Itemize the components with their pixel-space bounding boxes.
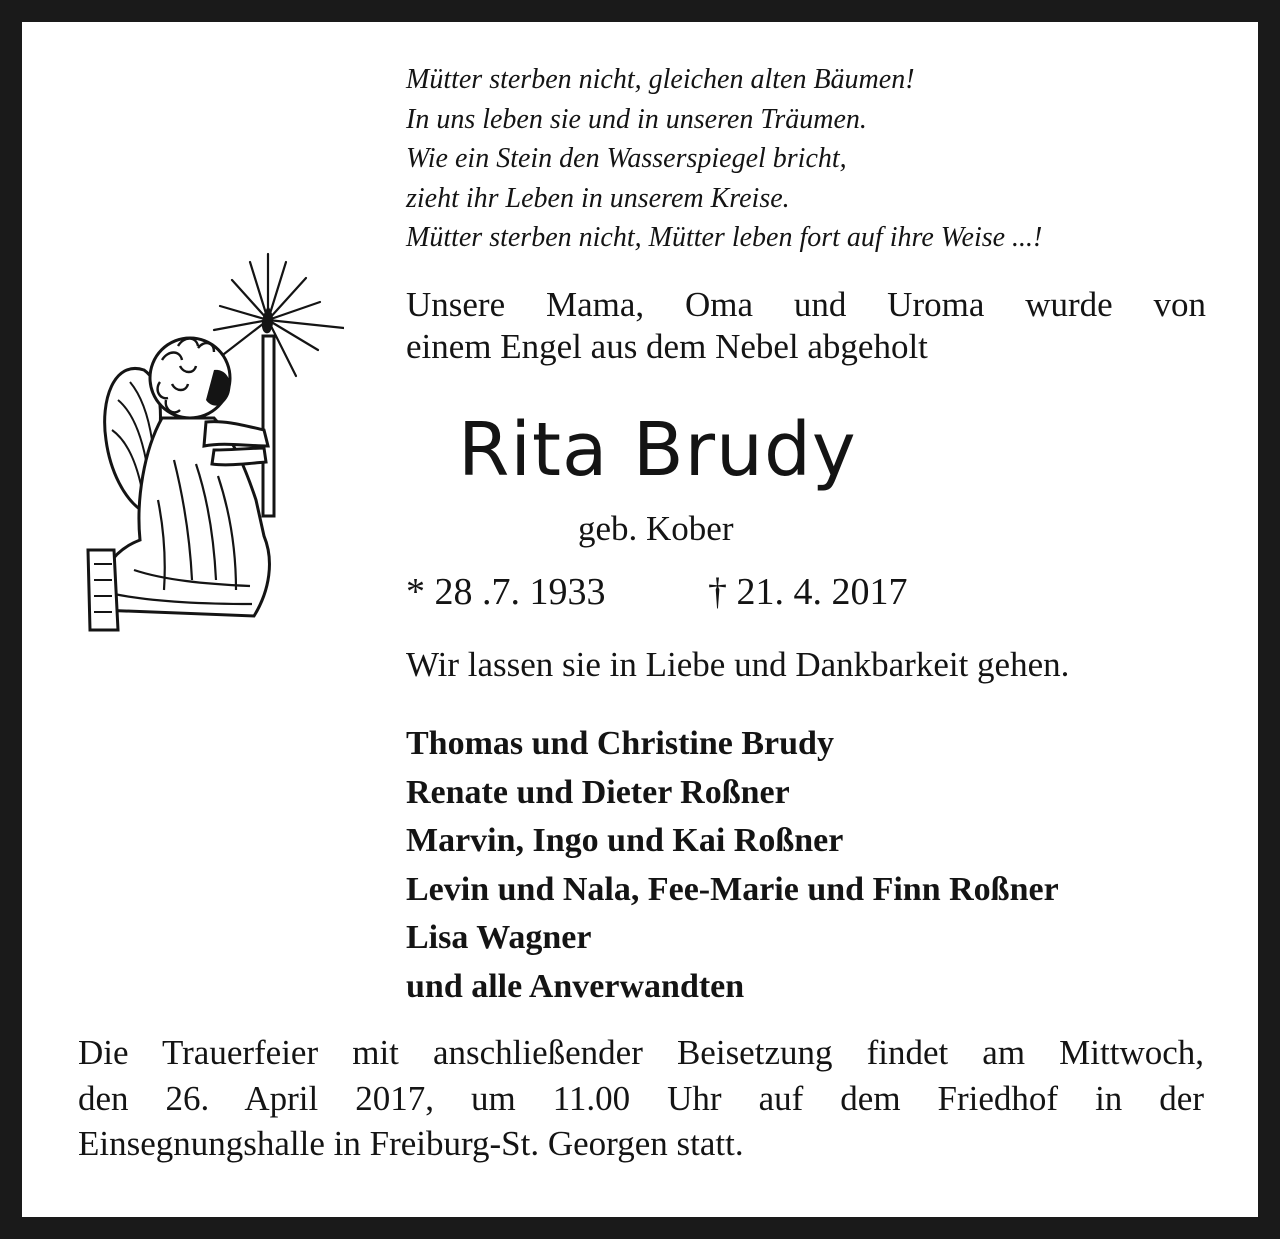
mourner-entry: Lisa Wagner	[406, 919, 592, 956]
poem-line: zieht ihr Leben in unserem Kreise.	[406, 182, 790, 214]
obituary-notice	[22, 22, 1258, 1217]
candle	[263, 336, 274, 516]
mourner-entry: Renate und Dieter Roßner	[406, 773, 790, 811]
candle-rays	[214, 254, 344, 376]
mourner-entry: und alle Anverwandten	[406, 967, 745, 1005]
intro-line: Unsere Mama, Oma und Uroma wurde von	[406, 285, 1206, 324]
mourner-entry: Marvin, Ingo und Kai Roßner	[406, 822, 844, 859]
angel-feet	[88, 550, 118, 630]
mourner-entry: Levin und Nala, Fee-Marie und Finn Roßner	[406, 870, 1059, 908]
service-line: den 26. April 2017, um 11.00 Uhr auf dem Friedhof in der	[78, 1078, 1204, 1118]
service-line: Einsegnungshalle in Freiburg-St. Georgen statt.	[78, 1124, 744, 1163]
poem-line: In uns leben sie und in unseren Träumen.	[406, 103, 867, 135]
poem-line: Mütter sterben nicht, Mütter leben fort auf ihre Weise ...!	[406, 222, 1043, 253]
intro-line: einem Engel aus dem Nebel abgeholt	[406, 327, 928, 366]
funeral-service-notice	[78, 1030, 1204, 1167]
maiden-name: geb. Kober	[578, 509, 734, 548]
intro-text	[406, 284, 1206, 368]
mourners-list	[406, 720, 1059, 1011]
poem-line: Mütter sterben nicht, gleichen alten Bäumen!	[406, 64, 915, 95]
poem-line: Wie ein Stein den Wasserspiegel bricht,	[406, 143, 847, 174]
death-date: † 21. 4. 2017	[708, 571, 908, 613]
service-line: Die Trauerfeier mit anschließender Beisetzung findet am Mittwoch,	[78, 1033, 1204, 1072]
deceased-name: Rita Brudy	[458, 407, 857, 493]
memorial-poem	[406, 60, 1226, 258]
farewell-text: Wir lassen sie in Liebe und Dankbarkeit gehen.	[406, 645, 1070, 684]
angel-with-candle-icon	[74, 250, 344, 650]
birth-date: * 28 .7. 1933	[406, 571, 606, 613]
mourner-entry: Thomas und Christine Brudy	[406, 725, 834, 762]
